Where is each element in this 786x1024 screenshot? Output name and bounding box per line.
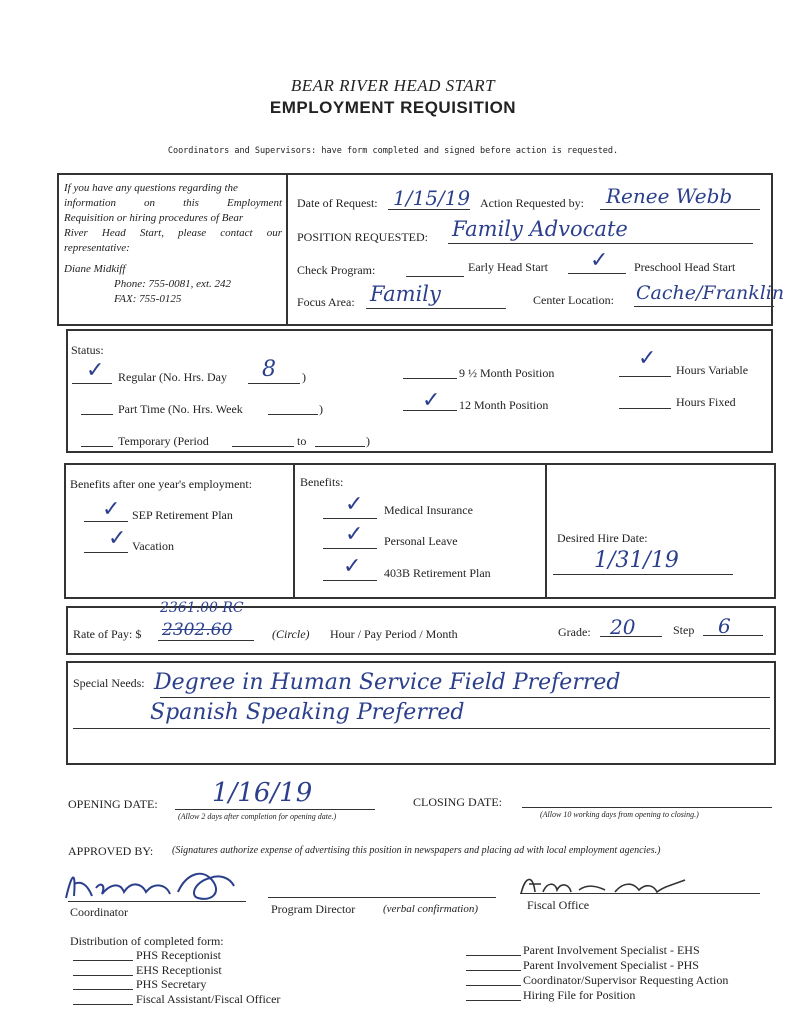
- check-program-label: Check Program:: [297, 263, 376, 277]
- position-requested-value[interactable]: Family Advocate: [452, 217, 628, 241]
- distribution-left-item: PHS Receptionist: [136, 948, 222, 962]
- regular-check[interactable]: ✓: [86, 358, 105, 383]
- distribution-right-item: Coordinator/Supervisor Requesting Action: [523, 973, 729, 987]
- hours-variable-label: Hours Variable: [676, 363, 749, 377]
- closing-date-label: CLOSING DATE:: [413, 795, 502, 809]
- distribution-right-item: Parent Involvement Specialist - EHS: [523, 943, 700, 957]
- nine-half-label: 9 ½ Month Position: [459, 366, 555, 380]
- preschool-label: Preschool Head Start: [634, 260, 736, 274]
- program-director-label: Program Director: [271, 902, 356, 916]
- step-label: Step: [673, 623, 695, 637]
- pay-period-options[interactable]: Hour / Pay Period / Month: [330, 627, 458, 641]
- personal-leave-label: Personal Leave: [384, 534, 458, 548]
- center-location-label: Center Location:: [533, 293, 614, 307]
- preschool-check[interactable]: ✓: [590, 248, 609, 273]
- special-needs-line2[interactable]: Spanish Speaking Preferred: [150, 700, 465, 725]
- date-of-request-value[interactable]: 1/15/19: [393, 186, 471, 210]
- distribution-right-item: Parent Involvement Specialist - PHS: [523, 958, 699, 972]
- twelve-month-check[interactable]: ✓: [422, 388, 441, 413]
- action-requested-label: Action Requested by:: [480, 196, 584, 210]
- desired-hire-label: Desired Hire Date:: [557, 531, 648, 545]
- twelve-month-label: 12 Month Position: [459, 398, 549, 412]
- fiscal-office-signature: [515, 868, 695, 902]
- step-value[interactable]: 6: [718, 614, 731, 638]
- medical-label: Medical Insurance: [384, 503, 473, 517]
- distribution-right-item: Hiring File for Position: [523, 988, 636, 1002]
- vacation-label: Vacation: [132, 539, 174, 553]
- action-requested-value[interactable]: Renee Webb: [606, 184, 733, 208]
- rate-of-pay-value[interactable]: 2302.60: [162, 620, 233, 640]
- distribution-label: Distribution of completed form:: [70, 934, 224, 948]
- early-head-start-label: Early Head Start: [468, 260, 548, 274]
- form-title: EMPLOYMENT REQUISITION: [269, 98, 517, 117]
- org-name: BEAR RIVER HEAD START: [290, 76, 496, 95]
- position-requested-label: POSITION REQUESTED:: [297, 230, 428, 244]
- closing-date-note: (Allow 10 working days from opening to closing.): [540, 810, 699, 819]
- coordinator-signature: [62, 862, 242, 906]
- special-needs-label: Special Needs:: [73, 676, 145, 690]
- desired-hire-value[interactable]: 1/31/19: [594, 548, 679, 573]
- opening-date-value[interactable]: 1/16/19: [212, 778, 313, 808]
- focus-area-value[interactable]: Family: [370, 282, 441, 306]
- retirement-403b-label: 403B Retirement Plan: [384, 566, 491, 580]
- date-of-request-label: Date of Request:: [297, 196, 378, 210]
- fiscal-office-label: Fiscal Office: [527, 898, 590, 912]
- benefits-after-label: Benefits after one year's employment:: [70, 477, 253, 491]
- opening-date-note: (Allow 2 days after completion for opening date.): [178, 812, 337, 821]
- rate-of-pay-label: Rate of Pay: $: [73, 627, 142, 641]
- coordinator-label: Coordinator: [70, 905, 128, 919]
- temporary-label: Temporary (Period: [118, 434, 209, 448]
- special-needs-line1[interactable]: Degree in Human Service Field Preferred: [154, 670, 621, 695]
- focus-area-label: Focus Area:: [297, 295, 355, 309]
- grade-value[interactable]: 20: [610, 615, 636, 639]
- approved-by-note: (Signatures authorize expense of advertising this position in newspapers and placing ad with local employment agencies.): [172, 845, 661, 856]
- hours-variable-check[interactable]: ✓: [638, 346, 657, 371]
- distribution-left-item: PHS Secretary: [136, 977, 207, 991]
- distribution-left-item: Fiscal Assistant/Fiscal Officer: [136, 992, 281, 1006]
- verbal-confirmation-note: (verbal confirmation): [383, 903, 479, 915]
- circle-note: (Circle): [272, 627, 310, 641]
- opening-date-label: OPENING DATE:: [68, 797, 158, 811]
- personal-leave-check[interactable]: ✓: [345, 522, 364, 547]
- hours-fixed-label: Hours Fixed: [676, 395, 736, 409]
- medical-check[interactable]: ✓: [345, 492, 364, 517]
- part-time-close: ): [319, 402, 323, 416]
- distribution-left-item: EHS Receptionist: [136, 963, 222, 977]
- regular-label: Regular (No. Hrs. Day: [118, 370, 227, 384]
- temporary-close: ): [366, 434, 370, 448]
- form-instruction: Coordinators and Supervisors: have form completed and signed before action is requested.: [167, 146, 619, 156]
- regular-close: ): [302, 370, 306, 384]
- part-time-label: Part Time (No. Hrs. Week: [118, 402, 243, 416]
- temporary-to: to: [297, 434, 307, 448]
- benefits-label: Benefits:: [300, 475, 344, 489]
- status-label: Status:: [71, 343, 104, 357]
- retirement-403b-check[interactable]: ✓: [343, 554, 362, 579]
- contact-info: If you have any questions regarding the information on this Employment Requisition or hiring procedures of Bear River Head Start, please contact our representative: Diane Midkiff Phone: 755-0081, ext. 242 FAX: 755-0125: [64, 182, 282, 305]
- grade-label: Grade:: [558, 625, 591, 639]
- center-location-value[interactable]: Cache/Franklin: [636, 282, 785, 304]
- regular-hours-value[interactable]: 8: [262, 357, 276, 382]
- vacation-check[interactable]: ✓: [108, 526, 127, 551]
- approved-by-label: APPROVED BY:: [68, 844, 154, 858]
- sep-check[interactable]: ✓: [102, 497, 121, 522]
- sep-label: SEP Retirement Plan: [132, 508, 233, 522]
- rate-of-pay-correction[interactable]: 2361.00 RC: [160, 600, 244, 616]
